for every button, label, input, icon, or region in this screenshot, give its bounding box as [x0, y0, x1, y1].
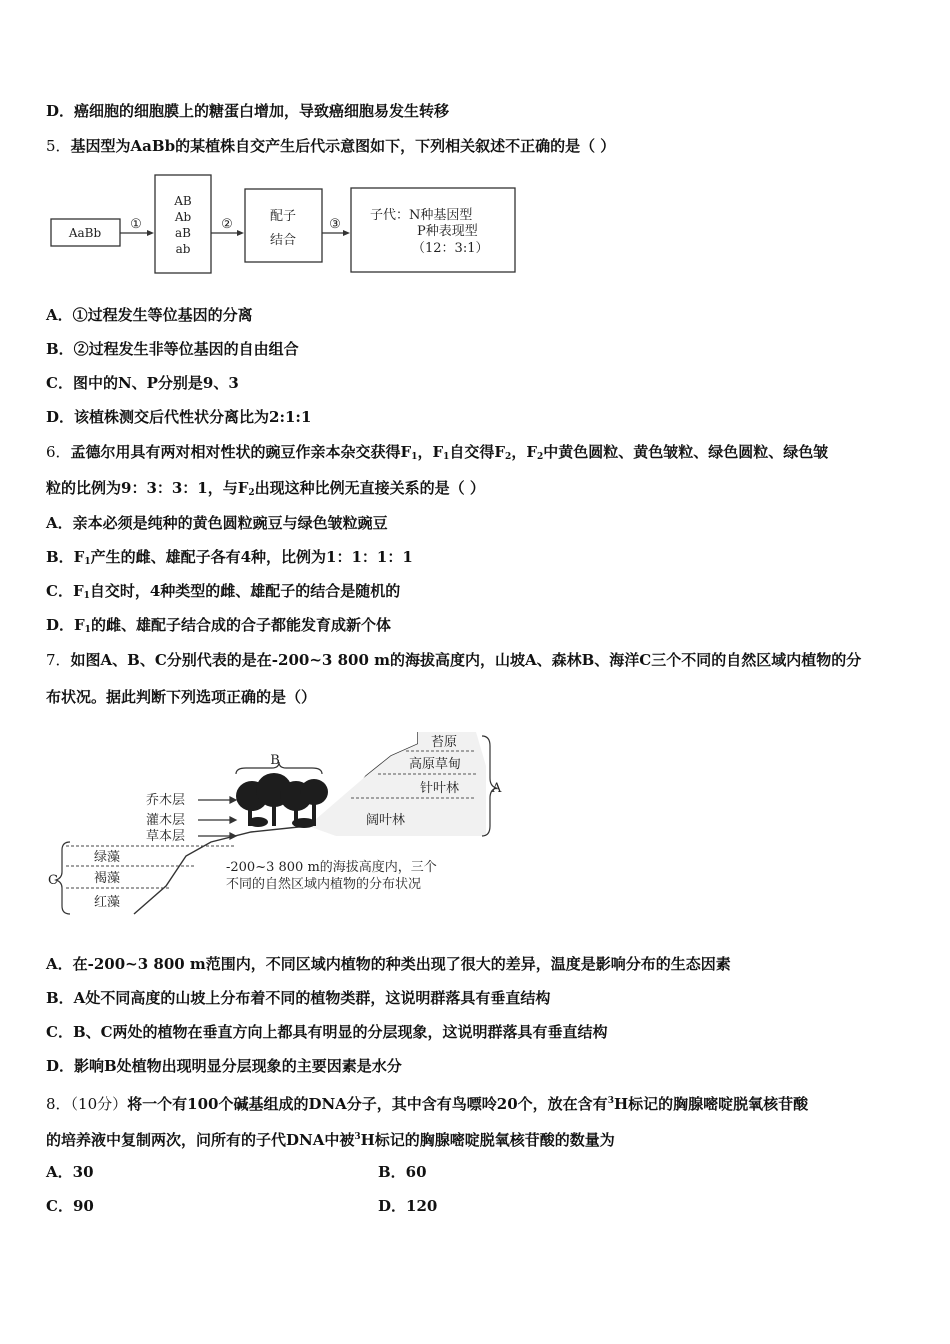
q5-diagram: [48, 172, 522, 278]
q5-fertilization-line2: 结合: [269, 233, 297, 248]
q6-option-b-prefix: B．F: [46, 548, 85, 566]
q6-stem-part: 中黄色圆粒、黄色皱粒、绿色圆粒、绿色皱: [543, 443, 829, 461]
q8-stem-part: H标记的胸腺嘧啶脱氧核苷酸: [613, 1095, 809, 1113]
q6-option-c-prefix: C．F: [46, 582, 84, 600]
q5-option-a: A．①过程发生等位基因的分离: [46, 306, 253, 324]
q5-gamete-ab: AB: [174, 194, 192, 208]
q6-option-b: [46, 547, 413, 572]
label-b: B: [270, 753, 280, 768]
q5-box-gametes: [155, 175, 211, 273]
q8-sup: 3: [354, 1132, 361, 1142]
zone-green-algae-label: 绿藻: [94, 850, 121, 865]
zone-brown-algae-label: 褐藻: [94, 871, 121, 886]
q5-box-fertilization: [245, 189, 322, 262]
q5-step3-label: ③: [329, 217, 341, 232]
zone-conifer-label: 针叶林: [420, 781, 460, 796]
q5-option-d: D．该植株测交后代性状分离比为2:1:1: [46, 408, 312, 426]
q6-sub: 1: [84, 625, 91, 635]
layer-shrub-label: 灌木层: [146, 813, 186, 828]
q5-offspring-line3: （12：3:1）: [412, 241, 489, 256]
q6-sub: 2: [536, 452, 544, 462]
q6-option-c-text: 自交时，4种类型的雌、雄配子的结合是随机的: [89, 582, 401, 600]
q6-stem-part: 自交得F: [449, 443, 506, 461]
q5-step1-label: ①: [130, 217, 142, 232]
q7-stem-line2: 布状况。据此判断下列选项正确的是（）: [46, 688, 317, 706]
q7-option-c: C．B、C两处的植物在垂直方向上都具有明显的分层现象，这说明群落具有垂直结构: [46, 1023, 608, 1041]
q6-option-a: A．亲本必须是纯种的黄色圆粒豌豆与绿色皱粒豌豆: [46, 514, 388, 532]
q8-sup: 3: [607, 1096, 614, 1106]
q5-fertilization-line1: 配子: [269, 209, 297, 224]
figure-caption-line1: -200~3 800 m的海拔高度内，三个: [226, 860, 437, 875]
q4-option-d: D．癌细胞的细胞膜上的糖蛋白增加，导致癌细胞易发生转移: [46, 102, 450, 120]
q5-option-c: C．图中的N、P分别是9、3: [46, 374, 239, 392]
q7-stem-text: 如图A、B、C分别代表的是在-200~3 800 m的海拔高度内，山坡A、森林B、海洋C三个不同的自然区域内植物的分: [70, 651, 862, 669]
q5-option-b: B．②过程发生非等位基因的自由组合: [46, 340, 299, 358]
q7-figure: [46, 726, 516, 920]
q8-option-b: B．60: [378, 1163, 427, 1181]
zone-red-algae-label: 红藻: [94, 895, 121, 910]
q6-stem-line2: [46, 478, 485, 503]
zone-broadleaf-label: 阔叶林: [366, 813, 406, 828]
q7-option-a: A．在-200~3 800 m范围内，不同区域内植物的种类出现了很大的差异，温度是影响分布的生态因素: [46, 955, 731, 973]
q6-sub: 1: [411, 452, 418, 462]
figure-caption-line2: 不同的自然区域内植物的分布状况: [226, 877, 422, 892]
q8-number: 8．（10分）: [46, 1095, 128, 1113]
q6-number: 6．: [46, 443, 71, 461]
q5-number: 5．: [46, 137, 71, 155]
q5-offspring-line1: 子代：N种基因型: [370, 208, 473, 223]
q8-stem-part: H标记的胸腺嘧啶脱氧核苷酸的数量为: [360, 1131, 615, 1149]
q7-option-b: B．A处不同高度的山坡上分布着不同的植物类群，这说明群落具有垂直结构: [46, 989, 551, 1007]
q6-stem-part: ，F: [511, 443, 537, 461]
q8-stem-line2: [46, 1127, 615, 1150]
q6-option-d-prefix: D．F: [46, 616, 85, 634]
q6-option-c: [46, 581, 400, 606]
q8-stem-part: 将一个有100个碱基组成的DNA分子，其中含有鸟嘌呤20个，放在含有: [127, 1095, 608, 1113]
q6-sub: 1: [83, 591, 90, 601]
bracket-c: [56, 842, 70, 914]
q6-stem-part: 孟德尔用具有两对相对性状的豌豆作亲本杂交获得F: [70, 443, 412, 461]
q5-stem-text: 基因型为AaBb的某植株自交产生后代示意图如下，下列相关叙述不正确的是（ ）: [70, 137, 616, 155]
label-a: A: [492, 781, 502, 796]
q8-option-c: C．90: [46, 1197, 94, 1215]
label-c: C: [48, 873, 58, 888]
q7-option-d: D．影响B处植物出现明显分层现象的主要因素是水分: [46, 1057, 402, 1075]
q6-stem-part: 出现这种比例无直接关系的是（ ）: [254, 479, 485, 497]
q6-sub: 1: [443, 452, 450, 462]
q6-option-d: [46, 615, 391, 640]
q7-stem-line1: [46, 650, 861, 670]
q5-gamete-ab-lower: ab: [175, 242, 191, 256]
q6-stem-line1: [46, 442, 828, 467]
forest-trees: [236, 773, 328, 828]
q6-stem-part: 粒的比例为9：3：3：1，与F: [46, 479, 249, 497]
q6-option-b-text: 产生的雌、雄配子各有4种，比例为1：1：1：1: [90, 548, 413, 566]
layer-tree-label: 乔木层: [146, 793, 186, 808]
q5-gamete-ab-small: Ab: [174, 210, 192, 224]
q5-label-aabb: AaBb: [68, 226, 102, 240]
zone-meadow-label: 高原草甸: [409, 757, 462, 772]
q5-stem: [46, 136, 615, 156]
q8-stem-line1: [46, 1091, 808, 1114]
zone-tundra-label: 苔原: [431, 735, 458, 750]
q6-sub: 1: [84, 557, 91, 567]
q8-option-a: A．30: [46, 1163, 94, 1181]
layer-herb-label: 草本层: [146, 829, 186, 844]
q6-option-d-text: 的雌、雄配子结合成的合子都能发育成新个体: [90, 616, 391, 634]
q7-number: 7．: [46, 651, 71, 669]
q5-gamete-ab-cap: aB: [175, 226, 191, 240]
q6-sub: 2: [505, 452, 512, 462]
q6-sub: 2: [248, 488, 255, 498]
q8-option-d: D．120: [378, 1197, 438, 1215]
q8-stem-part: 的培养液中复制两次，问所有的子代DNA中被: [46, 1131, 355, 1149]
q5-step2-label: ②: [221, 217, 233, 232]
q5-offspring-line2: P种表现型: [417, 224, 478, 239]
q6-stem-part: ，F: [417, 443, 444, 461]
